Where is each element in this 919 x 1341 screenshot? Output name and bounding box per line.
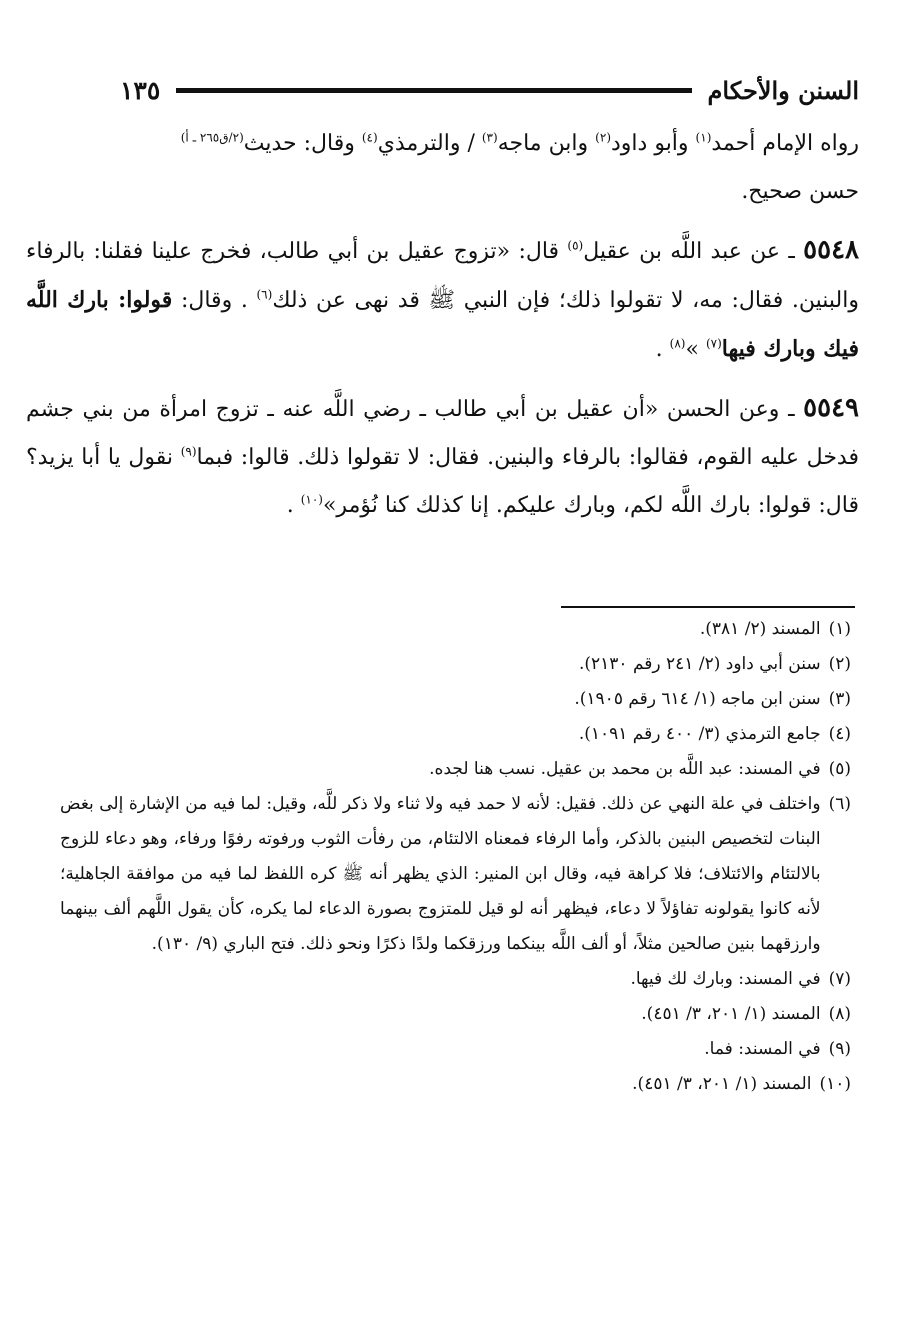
footnote-text: واختلف في علة النهي عن ذلك. فقيل: لأنه لا حمد فيه ولا ثناء ولا ذكر للَّه، وقيل: لما فيه من الإشارة إلى بغض البنات لتخصيص البنين بالذكر، وأما الرفاء فمعناه الالتئام، من رفأت الثوب ورفوته رفوًا ورفاء، وهو دعاء للزوج بالالتئام والائتلاف؛ فلا كراهة فيه، وقال ابن المنير: الذي يظهر أنه ﷺ كره اللفظ لما فيه من موافقة الجاهلية؛ لأنه كانوا يقولونه تفاؤلاً لا دعاء، فيظهر أنه لو قيل للمتزوج بصورة الدعاء لما يكره، كأن يقول اللَّهم ألف بينهما وارزقهما بنين صالحين مثلاً، أو ألف اللَّه بينكما ورزقكما ولدًا ذكرًا ونحو ذلك. فتح الباري (٩/ ١٣٠).	[60, 794, 821, 954]
footnote	[60, 752, 851, 787]
footnote	[60, 647, 851, 682]
intro-paragraph-end: حسن صحيح.	[741, 179, 859, 204]
intro-text: وقال: حديث	[243, 131, 362, 156]
manuscript-ref: (٢/ق٢٦٥ ـ أ)	[180, 130, 244, 145]
footnotes	[60, 612, 851, 1102]
footnote-label: (٢)	[828, 654, 851, 674]
footnote-ref: (٧)	[705, 336, 722, 351]
footnote-text: في المسند: فما.	[704, 1039, 821, 1059]
footnote	[60, 1032, 851, 1067]
footnote-ref: (٩)	[180, 444, 197, 459]
hadith-5549	[26, 384, 859, 530]
footnote-label: (٥)	[828, 759, 851, 779]
footnote-ref: (١)	[695, 130, 712, 145]
footnote-label: (٤)	[828, 724, 851, 744]
footnote-text: المسند (٢/ ٣٨١).	[699, 619, 821, 639]
hadith-text: .	[286, 493, 301, 518]
footnote-ref: (٨)	[669, 336, 686, 351]
footnote-label: (٨)	[828, 1004, 851, 1024]
footnote-label: (٣)	[828, 689, 851, 709]
footnote-ref: (٢)	[595, 130, 611, 145]
footnote	[60, 1067, 851, 1102]
intro-text: وابن ماجه	[497, 131, 596, 156]
hadith-quote: قولوا: بارك اللَّه فيك وبارك فيها	[26, 287, 859, 362]
footnote-ref: (٤)	[361, 130, 378, 145]
main-text	[26, 120, 859, 530]
footnote-text: سنن أبي داود (٢/ ٢٤١ رقم ٢١٣٠).	[578, 654, 821, 674]
footnote-label: (٧)	[828, 969, 851, 989]
page-number: ١٣٥	[120, 75, 161, 105]
header-title: السنن والأحكام	[707, 75, 859, 105]
footnote-text: جامع الترمذي (٣/ ٤٠٠ رقم ١٠٩١).	[578, 724, 821, 744]
running-header	[120, 70, 859, 110]
hadith-text: »	[685, 337, 706, 362]
footnote-ref: (١٠)	[300, 492, 323, 507]
hadith-text: قال: «تزوج عقيل بن أبي طالب، فخرج علينا فقلنا: بالرفاء والبنين. فقال: مه، لا تقولوا ذلك؛ فإن النبي ﷺ قد نهى عن ذلك	[26, 239, 859, 313]
header-rule	[176, 88, 691, 93]
footnote	[60, 997, 851, 1032]
footnote-separator	[561, 606, 855, 608]
hadith-text: ـ وعن الحسن «أن عقيل بن أبي طالب ـ رضي اللَّه عنه ـ تزوج امرأة من بني جشم فدخل عليه القوم، فقالوا: بالرفاء والبنين. فقال: لا تقولوا ذلك. قالوا: فبما	[26, 397, 859, 470]
footnote-ref: (٣)	[481, 130, 498, 145]
intro-text: وأبو داود	[611, 131, 696, 156]
hadith-text: .	[655, 337, 670, 362]
footnote	[60, 787, 851, 962]
footnote-text: سنن ابن ماجه (١/ ٦١٤ رقم ١٩٠٥).	[574, 689, 821, 709]
footnote-ref: (٦)	[256, 287, 273, 302]
hadith-text: ـ عن عبد اللَّه بن عقيل	[583, 239, 804, 264]
footnote	[60, 962, 851, 997]
footnote-label: (١)	[828, 619, 851, 639]
footnote	[60, 612, 851, 647]
hadith-5548	[26, 226, 859, 374]
hadith-number: ٥٥٤٩	[803, 393, 859, 423]
intro-text: رواه الإمام أحمد	[711, 131, 859, 156]
footnote-label: (٦)	[828, 794, 851, 814]
hadith-text: . وقال:	[172, 288, 257, 313]
footnote-text: المسند (١/ ٢٠١، ٣/ ٤٥١).	[632, 1074, 812, 1094]
intro-paragraph	[26, 120, 859, 168]
hadith-text: نقول يا أبا يزيد؟ قال: قولوا: بارك اللَّه لكم، وبارك عليكم. إنا كذلك كنا نُؤمر»	[26, 445, 859, 518]
footnote-text: في المسند: وبارك لك فيها.	[630, 969, 821, 989]
footnote	[60, 682, 851, 717]
hadith-number: ٥٥٤٨	[803, 235, 859, 265]
footnote-label: (١٠)	[819, 1074, 851, 1094]
footnote	[60, 717, 851, 752]
footnote-text: في المسند: عبد اللَّه بن محمد بن عقيل. نسب هنا لجده.	[429, 759, 821, 779]
footnote-text: المسند (١/ ٢٠١، ٣/ ٤٥١).	[641, 1004, 821, 1024]
footnote-label: (٩)	[828, 1039, 851, 1059]
footnote-ref: (٥)	[567, 238, 584, 253]
intro-text: / والترمذي	[377, 131, 482, 156]
